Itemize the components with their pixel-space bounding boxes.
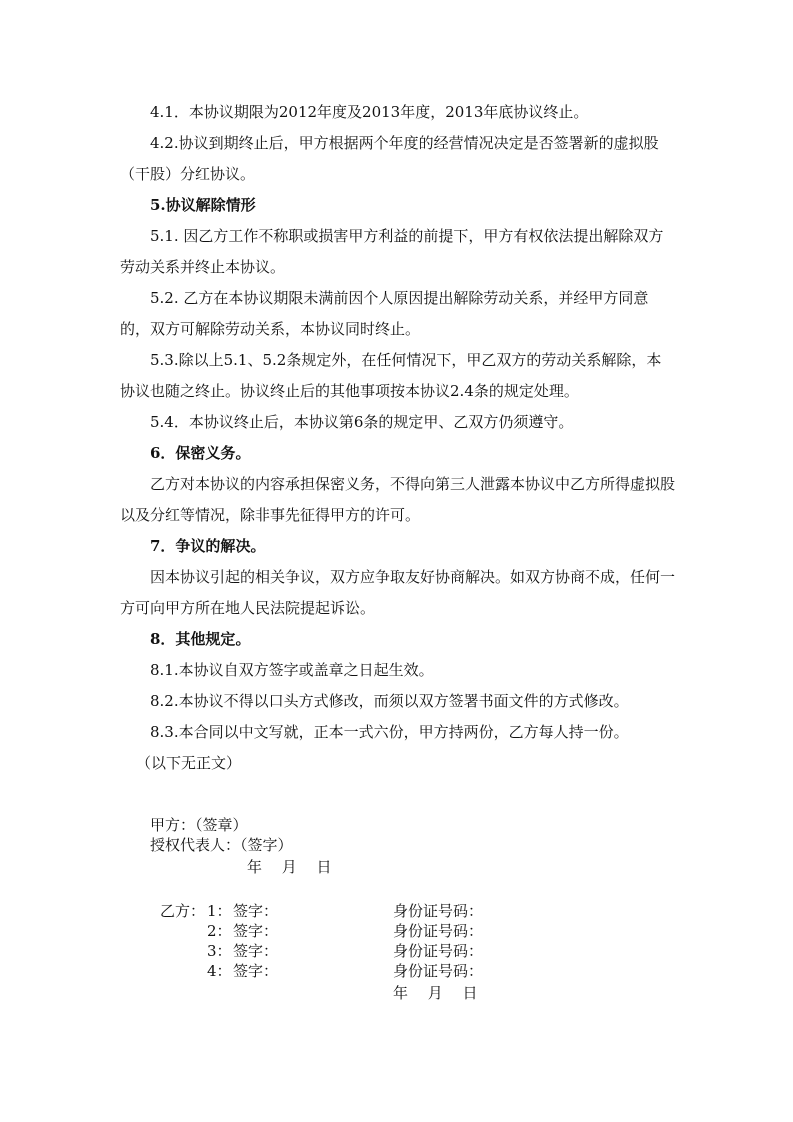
clause-8-1: 8.1.本协议自双方签字或盖章之日起生效。 [150, 661, 434, 679]
party-b-label: 乙方： [160, 902, 206, 920]
clause-4-2: 4.2.协议到期终止后，甲方根据两个年度的经营情况决定是否签署新的虚拟股（干股）分红协议。 [120, 134, 659, 183]
clause-7: 因本协议引起的相关争议，双方应争取友好协商解决。如双方协商不成，任何一方可向甲方所在地人民法院提起诉讼。 [120, 568, 676, 617]
clause-5-2: 5.2. 乙方在本协议期限未满前因个人原因提出解除劳动关系，并经甲方同意的，双方可解除劳动关系，本协议同时终止。 [120, 289, 649, 338]
end-of-text-note: （以下无正文） [136, 754, 242, 772]
signer-id-label: 身份证号码： [393, 922, 484, 940]
clause-5-3: 5.3.除以上5.1、5.2条规定外，在任何情况下，甲乙双方的劳动关系解除，本协议也随之终止。协议终止后的其他事项按本协议2.4条的规定处理。 [120, 351, 662, 400]
clause-8-3: 8.3.本合同以中文写就，正本一式六份，甲方持两份，乙方每人持一份。 [150, 723, 629, 741]
party-a-seal-label: 甲方：（签章） [150, 816, 248, 834]
clause-5-1: 5.1. 因乙方工作不称职或损害甲方利益的前提下，甲方有权依法提出解除双方劳动关系并终止本协议。 [120, 227, 664, 276]
signer-signature-label: 签字： [233, 902, 279, 920]
signer-number: 2： [207, 922, 232, 940]
section-heading-8: 8．其他规定。 [150, 630, 251, 648]
signer-id-label: 身份证号码： [393, 902, 484, 920]
clause-5-4: 5.4．本协议终止后，本协议第6条的规定甲、乙双方仍须遵守。 [150, 413, 574, 431]
signer-number: 4： [207, 962, 232, 980]
signer-id-label: 身份证号码： [393, 962, 484, 980]
party-a-date: 年 月 日 [247, 858, 332, 876]
signer-signature-label: 签字： [233, 922, 279, 940]
section-heading-7: 7．争议的解决。 [150, 537, 266, 555]
clause-8-2: 8.2.本协议不得以口头方式修改，而须以双方签署书面文件的方式修改。 [150, 692, 629, 710]
authorized-representative-label: 授权代表人：（签字） [150, 836, 293, 854]
signer-signature-label: 签字： [233, 942, 279, 960]
clause-6: 乙方对本协议的内容承担保密义务，不得向第三人泄露本协议中乙方所得虚拟股以及分红等情况，除非事先征得甲方的许可。 [120, 475, 676, 524]
signer-id-label: 身份证号码： [393, 942, 484, 960]
signer-number: 3： [207, 942, 232, 960]
section-heading-5: 5.协议解除情形 [150, 196, 256, 214]
clause-4-1: 4.1．本协议期限为2012年度及2013年度，2013年底协议终止。 [150, 103, 589, 121]
party-b-date: 年 月 日 [393, 984, 478, 1002]
signer-number: 1： [207, 902, 232, 920]
signer-signature-label: 签字： [233, 962, 279, 980]
section-heading-6: 6．保密义务。 [150, 444, 251, 462]
